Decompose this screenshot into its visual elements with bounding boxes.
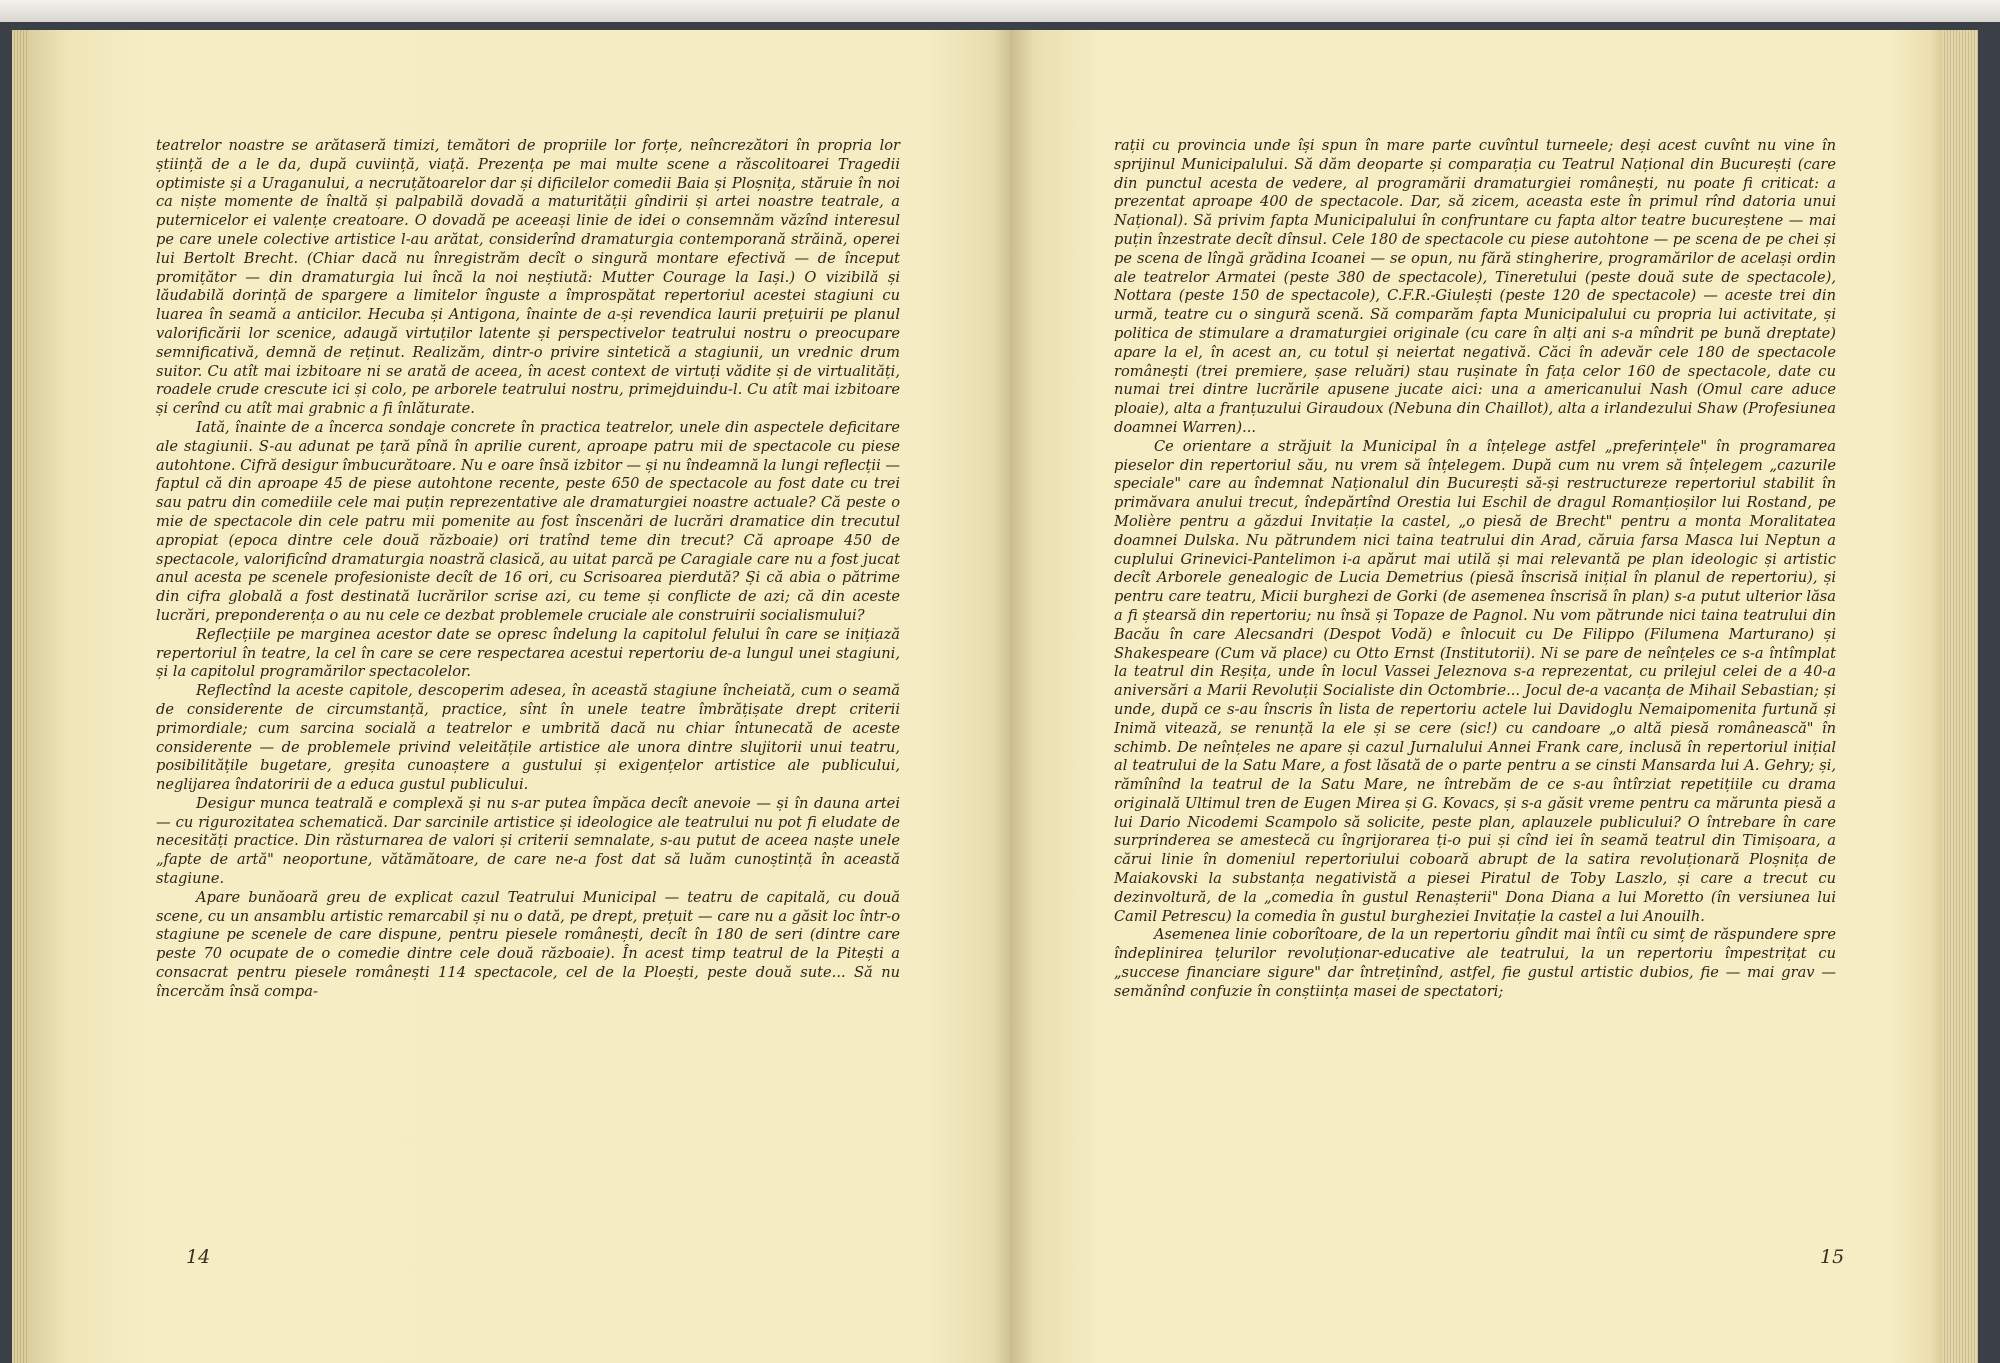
paragraph: Desigur munca teatrală e complexă și nu s-ar putea împăca decît anevoie — și în dauna artei — cu rigurozitatea schematică. Dar sarcinile artistice și ideologice ale teatrului nu pot fi eludate de necesități practice. Din răsturnarea de valori și criterii semnalate, s-au putut de aceea naște unele „fapte de artă" neoportune, vătămătoare, de care ne-a fost dat să luăm cunoștință în această stagiune. <box>156 794 900 888</box>
paragraph: Reflectînd la aceste capitole, descoperim adesea, în această stagiune încheiată, cum o seamă de considerente de circumstanță, practice, sînt în unele teatre îmbrățișate drept criterii primordiale; cum sarcina socială a teatrelor e umbrită dacă nu chiar întunecată de aceste considerente — de problemele privind veleitățile artistice ale unora dintre slujitorii unui teatru, posibilitățile bugetare, greșita cunoaștere a gustului și exigențelor artistice ale publicului, neglijarea îndatoririi de a educa gustul publicului. <box>156 682 900 794</box>
paragraph: Ce orientare a străjuit la Municipal în a înțelege astfel „preferințele" în programarea pieselor din repertoriul său, nu vrem să înțelegem. După cum nu vrem să înțelegem „cazurile speciale" care au îndemnat Naționalul din București să-și restructureze repertoriul stabilit în primăvara anului trecut, îndepărtînd Orestia lui Eschil de dragul Romanțioșilor lui Rostand, pe Molière pentru a găzdui Invitație la castel, „o piesă de Brecht" pentru a monta Moralitatea doamnei Dulska. Nu pătrundem nici taina teatrului din Arad, căruia farsa Masca lui Neptun a cuplului Grinevici-Pantelimon i-a apărut mai utilă și mai relevantă pe plan ideologic și artistic decît Arborele genealogic de Lucia Demetrius (piesă înscrisă inițial în planul de repertoriu), și pentru care teatru, Micii burghezi de Gorki (de asemenea înscrisă în plan) s-a putut ulterior lăsa a fi ștearsă din repertoriu; nu însă și Topaze de Pagnol. Nu vom pătrunde nici taina teatrului din Bacău în care Alecsandri (Despot Vodă) e înlocuit cu De Filippo (Filumena Marturano) și Shakespeare (Cum vă place) cu Otto Ernst (Institutorii). Ni se pare de neînțeles ce s-a întîmplat la teatrul din Reșița, unde în locul Vassei Jeleznova s-a reprezentat, cu prilejul celei de a 40-a aniversări a Marii Revoluții Socialiste din Octombrie... Jocul de-a vacanța de Mihail Sebastian; și unde, după ce s-au înscris în lista de repertoriu actele lui Davidoglu Nemaipomenita furtună și Inimă vitează, se renunță la ele și se cere (sic!) cu candoare „o altă piesă românească" în schimb. De neînțeles ne apare și cazul Jurnalului Annei Frank care, inclusă în repertoriul inițial al teatrului de la Satu Mare, a fost lăsată de o parte pentru a se cinsti Mansarda lui A. Gehry; și, rămînînd la teatrul de la Satu Mare, ne întrebăm de ce s-au întîrziat repetițiile cu drama originală Ultimul tren de Eugen Mirea și G. Kovacs, și s-a găsit vreme pentru ca mărunta piesă a lui Dario Nicodemi Scampolo să solicite, peste plan, aplauzele publicului? O întrebare în care surprinderea se amestecă cu îngrijorarea ți-o pui și cînd iei în seamă teatrul din Timișoara, a cărui linie în domeniul repertoriului coboară abrupt de la satira revoluționară Ploșnița de Maiakovski la substanța negativistă a piesei Piratul de Toby Laszlo, și care a trecut cu dezinvoltură, de la „comedia în gustul Renașterii" Dona Diana a lui Moretto (în versiunea lui Camil Petrescu) la comedia în gustul burgheziei Invitație la castel a lui Anouilh. <box>1114 437 1836 925</box>
paragraph: Apare bunăoară greu de explicat cazul Teatrului Municipal — teatru de capitală, cu două scene, cu un ansamblu artistic remarcabil și nu o dată, pe drept, prețuit — care nu a găsit loc într-o stagiune pe scenele de care dispune, pentru piesele românești, decît în 180 de seri (dintre care peste 70 ocupate de o comedie dintre cele două războaie). În acest timp teatrul de la Pitești a consacrat pentru piesele românești 114 spectacole, cel de la Ploești, peste două sute... Să nu încercăm însă compa- <box>156 888 900 1000</box>
scanner-background <box>0 0 2000 22</box>
paragraph: Iată, înainte de a încerca sondaje concrete în practica teatrelor, unele din aspectele deficitare ale stagiunii. S-au adunat pe țară pînă în aprilie curent, aproape patru mii de spectacole cu piese autohtone. Cifră desigur îmbucurătoare. Nu e oare însă izbitor — și nu îndeamnă la lungi reflecții — faptul că din aproape 45 de piese autohtone recente, peste 650 de spectacole au fost date cu trei sau patru din comediile cele mai puțin reprezentative ale dramaturgiei noastre actuale? Că peste o mie de spectacole din cele patru mii pomenite au fost înscenări de lucrări dramatice din trecutul apropiat (epoca dintre cele două războaie) ori tratînd teme din trecut? Că aproape 450 de spectacole, valorificînd dramaturgia noastră clasică, au uitat parcă pe Caragiale care nu a fost jucat anul acesta pe scenele profesioniste decît de 16 ori, cu Scrisoarea pierdută? Și că abia o pătrime din cifra globală a fost destinată lucrărilor scrise azi, cu teme și conflicte de azi; că din aceste lucrări, preponderența o au nu cele ce dezbat problemele cruciale ale construirii socialismului? <box>156 418 900 624</box>
left-page-text <box>156 137 900 1002</box>
right-page-edges <box>1942 30 1978 1363</box>
page-number-right: 15 <box>1820 1246 1845 1268</box>
paragraph: Reflecțiile pe marginea acestor date se opresc îndelung la capitolul felului în care se inițiază repertoriul în teatre, la cel în care se cere respectarea acestui repertoriu de-a lungul unei stagiuni, și la capitolul programărilor spectacolelor. <box>156 625 900 681</box>
right-page-text <box>1114 137 1836 1002</box>
page-number-left: 14 <box>186 1246 211 1268</box>
paragraph: teatrelor noastre se arătaseră timizi, temători de propriile lor forțe, neîncrezători în propria lor știință de a le da, după cuviință, viață. Prezența pe mai multe scene a răscolitoarei Tragedii optimiste și a Uraganului, a necruțătoarelor dar și dificilelor comedii Baia și Ploșnița, stăruie în noi ca niște momente de înaltă și palpabilă dovadă a maturității gîndirii și artei noastre teatrale, a puternicelor ei valențe creatoare. O dovadă pe aceeași linie de idei o consemnăm văzînd interesul pe care unele colective artistice l-au arătat, considerînd dramaturgia contemporană străină, operei lui Bertolt Brecht. (Chiar dacă nu înregistrăm decît o singură montare efectivă — de început promițător — din dramaturgia lui încă la noi neștiută: Mutter Courage la Iași.) O vizibilă și lăudabilă dorință de spargere a limitelor înguste a împrospătat repertoriul acestei stagiuni cu luarea în seamă a anticilor. Hecuba și Antigona, înainte de a-și revendica laurii prețuirii pe planul valorificării lor scenice, adaugă virtuților latente și perspectivelor teatrului nostru o preocupare semnificativă, demnă de reținut. Realizăm, dintr-o privire sintetică a stagiunii, un vrednic drum suitor. Cu atît mai izbitoare ni se arată de aceea, în acest context de virtuți vădite și de virtualități, roadele crude crescute ici și colo, pe arborele teatrului nostru, primejduindu-l. Cu atît mai izbitoare și cerînd cu atît mai grabnic a fi înlăturate. <box>156 137 900 418</box>
paragraph: Asemenea linie coborîtoare, de la un repertoriu gîndit mai întîi cu simț de răspundere spre îndeplinirea țelurilor revoluționar-educative ale teatrului, la un repertoriu împestrițat cu „succese financiare sigure" dar întreținînd, astfel, fie gustul artistic dubios, fie — mai grav — semănînd confuzie în conștiința masei de spectatori; <box>1114 926 1836 1000</box>
paragraph: rații cu provincia unde își spun în mare parte cuvîntul turneele; deși acest cuvînt nu vine în sprijinul Municipalului. Să dăm deoparte și comparația cu Teatrul Național din București (care din punctul acesta de vedere, al programării dramaturgiei românești, nu poate fi criticat: a prezentat aproape 400 de spectacole. Dar, să zicem, aceasta este în primul rînd datoria unui Național). Să privim fapta Municipalului în confruntare cu fapta altor teatre bucureștene — mai puțin înzestrate decît dînsul. Cele 180 de spectacole cu piese autohtone — pe scena de pe chei și pe scena de lîngă grădina Icoanei — se opun, nu fără stingherire, programărilor de același ordin ale teatrelor Armatei (peste 380 de spectacole), Tineretului (peste două sute de spectacole), Nottara (peste 150 de spectacole), C.F.R.-Giulești (peste 120 de spectacole) — aceste trei din urmă, teatre cu o singură scenă. Să comparăm fapta Municipalului cu propria lui activitate, și politica de stimulare a dramaturgiei originale (cu care în alți ani s-a mîndrit pe bună dreptate) apare la el, în acest an, cu totul și neiertat negativă. Căci în adevăr cele 180 de spectacole românești (trei premiere, șase reluări) stau rușinate în fața celor 160 de spectacole, date cu numai trei dintre lucrările apusene jucate aici: una a americanului Nash (Omul care aduce ploaie), alta a franțuzului Giraudoux (Nebuna din Chaillot), alta a irlandezului Shaw (Profesiunea doamnei Warren)... <box>1114 137 1836 436</box>
